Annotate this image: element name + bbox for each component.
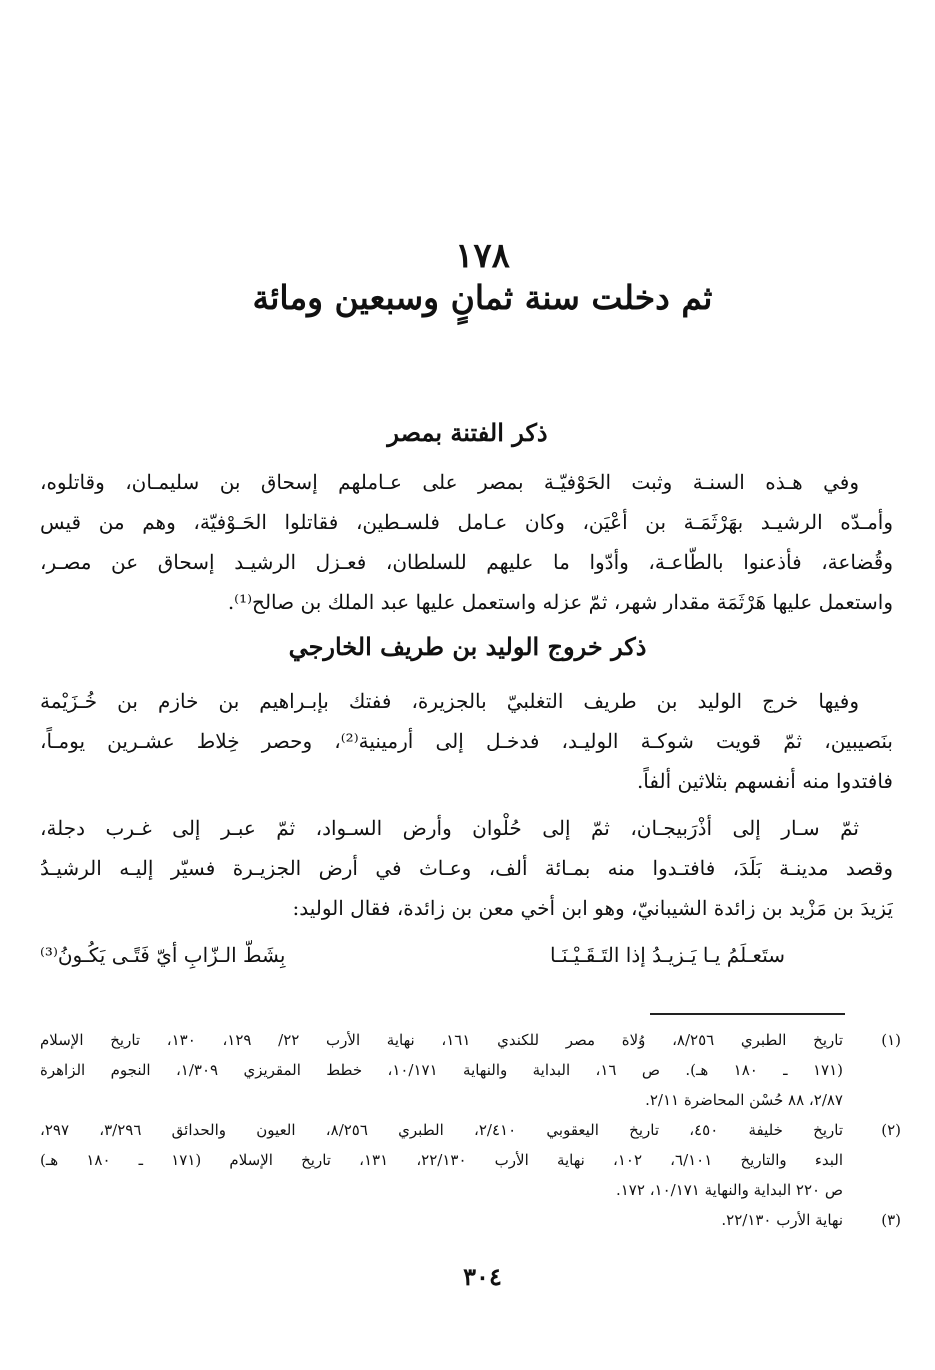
- footnotes: [40, 1025, 901, 1235]
- footnote-line: نهاية الأرب ٢٢/١٣٠.: [721, 1211, 843, 1229]
- verse-second-hemistich: بِشَطّ الـزّابِ أيّ فَتًـى يَكُـونُ⁽³⁾: [40, 943, 286, 967]
- text-line: وفيها خرج الوليد بن طريف التغلبيّ بالجزيرة، ففتك بإبـراهيم بن خازم بن خُـزَيْمة: [40, 689, 859, 713]
- footnote-line: ٢/٨٧، ٨٨ حُسْن المحاضرة ٢/١١.: [645, 1091, 843, 1109]
- text-line: يَزيدَ بن مَزْيد بن زائدة الشيبانيّ، وهو ابن أخي معن بن زائدة، فقال الوليد:: [292, 896, 893, 920]
- footnote-line: تاريخ خليفة ٤٥٠، تاريخ اليعقوبي ٢/٤١٠، الطبري ٨/٢٥٦، العيون والحدائق ٣/٢٩٦، ٢٩٧،: [40, 1121, 843, 1139]
- footnote-number: (٢): [881, 1121, 901, 1139]
- paragraph-fitna: [40, 462, 893, 622]
- text-line: فافتدوا منه أنفسهم بثلاثين ألفاً.: [636, 769, 893, 793]
- text-line: واستعمل عليها هَرْثَمَة مقدار شهر، ثمّ عزله واستعمل عليها عبد الملك بن صالح⁽¹⁾.: [227, 590, 893, 614]
- text-line: وقصد مدينـة بَلَدَ، فافتـدوا منه بمـائة ألف، وعـاث في أرض الجزيـرة فسيّر إليـه الرشيـدُ: [40, 856, 893, 880]
- footnote-line: (١٧١ ـ ١٨٠ هـ). ص ١٦، البداية والنهاية ١٠/١٧١، خطط المقريزي ١/٣٠٩، النجوم الزاهرة: [40, 1061, 843, 1079]
- text-line: وفي هـذه السنـة وثبت الحَوْفيّـة بمصر على عـاملهم إسحاق بن سليمـان، وقاتلوه،: [40, 470, 859, 494]
- year-number: ١٧٨: [455, 236, 510, 276]
- footnote-line: تاريخ الطبري ٨/٢٥٦، وُلاة مصر للكندي ١٦١، نهاية الأرب ٢٢/ ١٢٩، ١٣٠، تاريخ الإسلام: [40, 1031, 843, 1049]
- chapter-title: ثم دخلت سنة ثمانٍ وسبعين ومائة: [252, 278, 713, 317]
- footnote-2: [40, 1115, 901, 1205]
- verse-first-hemistich: ستَعـلَمُ يـا يَـزيـدُ إذا التَـقَـيْـنَـا: [550, 943, 785, 967]
- footnote-1: [40, 1025, 901, 1115]
- section-heading-walid: ذكر خروج الوليد بن طريف الخارجي: [288, 632, 647, 661]
- poem-verse: [40, 935, 785, 975]
- text-line: وأمـدّه الرشيـد بهَرْثَمَـة بن أعْيَن، وكان عـامل فلسـطين، فقاتلوا الحَـوْفيّة، وهم من قيس: [40, 510, 893, 534]
- text-line: وقُضاعة، فأذعنوا بالطّاعـة، وأدّوا ما عليهم للسلطان، فعـزل الرشيـد إسحاق عن مصـر،: [40, 550, 893, 574]
- footnote-line: ص ٢٢٠ البداية والنهاية ١٠/١٧١، ١٧٢.: [615, 1181, 843, 1199]
- text-line: بنَصيبين، ثمّ قويت شوكـة الوليـد، فدخـل إلى أرمينية⁽²⁾، وحصر خِلاط عشـرين يومـاً،: [40, 729, 893, 753]
- footnote-number: (١): [881, 1031, 901, 1049]
- text-line: ثمّ سـار إلى أذْرَبيجـان، ثمّ إلى حُلْوان وأرض السـواد، ثمّ عبـر إلى غـرب دجلة،: [40, 816, 859, 840]
- footnote-line: البدء والتاريخ ٦/١٠١، ١٠٢، نهاية الأرب ٢٢/١٣٠، ١٣١، تاريخ الإسلام (١٧١ ـ ١٨٠ هـ): [40, 1151, 843, 1169]
- footnote-3: [40, 1205, 901, 1235]
- paragraph-walid-1: [40, 681, 893, 801]
- paragraph-walid-2: [40, 808, 893, 928]
- footnote-number: (٣): [881, 1211, 901, 1229]
- page-number: ٣٠٤: [463, 1262, 502, 1291]
- footnote-divider: [650, 1013, 845, 1015]
- section-heading-fitna: ذكر الفتنة بمصر: [387, 418, 548, 447]
